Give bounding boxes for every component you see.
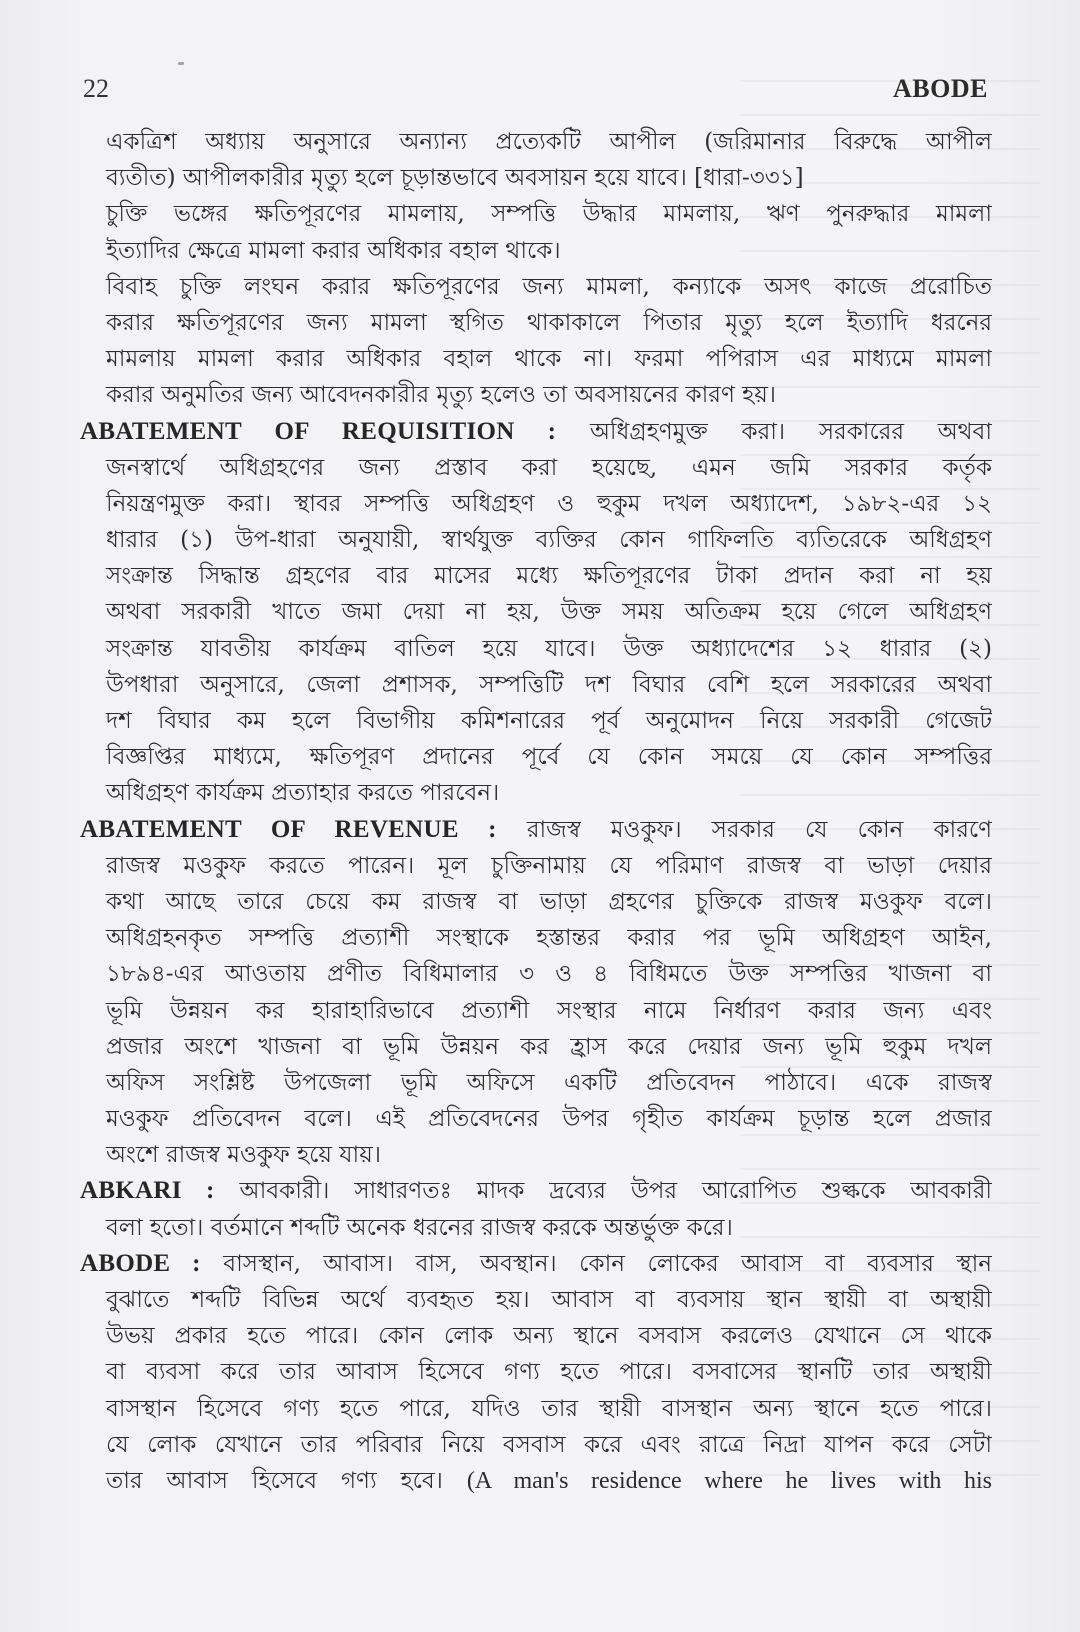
paper-speck [178,62,184,65]
entry-first-line [80,812,992,848]
text-line: সংক্রান্ত সিদ্ধান্ত গ্রহণের বার মাসের মধ্যে ক্ষতিপূরণের টাকা প্রদান করা না হয় [106,563,992,590]
text-line: অংশে রাজস্ব মওকুফ হয়ে যায়। [106,1142,381,1169]
text-line: ভূমি উন্নয়ন কর হারাহারিভাবে প্রত্যাশী সংস্থার নামে নির্ধারণ করার জন্য এবং [106,997,992,1024]
entry-abode [80,1246,992,1499]
text-line: করার ক্ষতিপূরণের জন্য মামলা স্থগিত থাকাকালে পিতার মৃত্যু হলে ইত্যাদি ধরনের [106,309,992,336]
english-gloss: (A man's residence where he lives with his [466,1467,992,1494]
entry-first-line [80,1246,992,1282]
entry-term: ABATEMENT OF REQUISITION : [80,417,557,445]
text-line: বুঝাতে শব্দটি বিভিন্ন অর্থে ব্যবহৃত হয়। আবাস বা ব্যবসায় স্থান স্থায়ী বা অস্থায়ী [106,1287,992,1313]
text-line: বাসস্থান হিসেবে গণ্য হতে পারে, যদিও তার স্থায়ী বাসস্থান অন্য স্থানে হতে পারে। [106,1395,992,1422]
text-line: রাজস্ব মওকুফ করতে পারেন। মূল চুক্তিনামায় যে পরিমাণ রাজস্ব বা ভাড়া দেয়ার [106,852,992,879]
text-line: জনস্বার্থে অধিগ্রহণের জন্য প্রস্তাব করা হয়েছে, এমন জমি সরকার কর্তৃক [106,454,992,481]
page-header [83,74,988,110]
entry-definition: বাসস্থান, আবাস। বাস, অবস্থান। কোন লোকের আবাস বা ব্যবসার স্থান [223,1250,992,1277]
text-line: মওকুফ প্রতিবেদন বলে। এই প্রতিবেদনের উপর গৃহীত কার্যক্রম চূড়ান্ত হলে প্রজার [106,1106,992,1133]
text-line: কথা আছে তারে চেয়ে কম রাজস্ব বা ভাড়া গ্রহণের চুক্তিকে রাজস্ব মওকুফ বলে। [106,888,992,915]
entry-first-line [80,1173,992,1209]
bengali-text: তার আবাস হিসেবে গণ্য হবে। [106,1467,443,1494]
text-line: নিয়ন্ত্রণমুক্ত করা। স্থাবর সম্পত্তি অধিগ্রহণ ও হুকুম দখল অধ্যাদেশ, ১৯৮২-এর ১২ [106,490,992,517]
text-line: বলা হতো। বর্তমানে শব্দটি অনেক ধরনের রাজস্ব করকে অন্তর্ভুক্ত করে। [106,1214,733,1241]
entry-first-line [80,414,992,450]
text-line: একত্রিশ অধ্যায় অনুসারে অন্যান্য প্রত্যেকটি আপীল (জরিমানার বিরুদ্ধে আপীল [106,129,992,155]
text-line: উভয় প্রকার হতে পারে। কোন লোক অন্য স্থানে বসবাস করলেও যেখানে সে থাকে [106,1323,992,1350]
text-line: যে লোক যেখানে তার পরিবার নিয়ে বসবাস করে এবং রাত্রে নিদ্রা যাপন করে সেটা [106,1431,992,1458]
page-number: 22 [83,74,109,103]
text-line: চুক্তি ভঙ্গের ক্ষতিপূরণের মামলায়, সম্পত্তি উদ্ধার মামলায়, ঋণ পুনরুদ্ধার মামলা [106,201,992,228]
text-line: মামলায় মামলা করার অধিকার বহাল থাকে না। ফরমা পপিরাস এর মাধ্যমে মামলা [106,346,992,373]
entry-definition: অধিগ্রহণমুক্ত করা। সরকারের অথবা [590,418,992,445]
entry-term: ABKARI : [80,1177,215,1205]
text-line: ১৮৯৪-এর আওতায় প্রণীত বিধিমালার ৩ ও ৪ বিধিমতে উক্ত সম্পত্তির খাজনা বা [106,961,992,988]
running-head: ABODE [893,74,988,103]
text-line: করার অনুমতির জন্য আবেদনকারীর মৃত্যু হলেও তা অবসায়নের কারণ হয়। [106,382,777,409]
text-line: বিজ্ঞপ্তির মাধ্যমে, ক্ষতিপূরণ প্রদানের পূর্বে যে কোন সময়ে যে কোন সম্পত্তির [106,744,992,771]
continued-entry [80,124,992,414]
text-line: ইত্যাদির ক্ষেত্রে মামলা করার অধিকার বহাল থাকে। [106,237,561,264]
entry-abkari [80,1173,992,1245]
text-line: প্রজার অংশে খাজনা বা ভূমি উন্নয়ন কর হ্রাস করে দেয়ার জন্য ভূমি হুকুম দখল [106,1033,992,1060]
entry-definition: রাজস্ব মওকুফ। সরকার যে কোন কারণে [526,816,992,843]
text-line: উপধারা অনুসারে, জেলা প্রশাসক, সম্পত্তিটি দশ বিঘার বেশি হলে সরকারের অথবা [106,671,992,698]
entry-definition: আবকারী। সাধারণতঃ মাদক দ্রব্যের উপর আরোপিত শুল্ককে আবকারী [239,1178,992,1205]
text-line: সংক্রান্ত যাবতীয় কার্যক্রম বাতিল হয়ে যাবে। উক্ত অধ্যাদেশের ১২ ধারার (২) [106,635,992,662]
text-line: অফিস সংশ্লিষ্ট উপজেলা ভূমি অফিসে একটি প্রতিবেদন পাঠাবে। একে রাজস্ব [106,1069,992,1096]
entry-term: ABODE : [80,1249,201,1277]
entry-term: ABATEMENT OF REVENUE : [80,815,497,843]
entry-abatement-of-revenue [80,812,992,1174]
text-line: অথবা সরকারী খাতে জমা দেয়া না হয়, উক্ত সময় অতিক্রম হয়ে গেলে অধিগ্রহণ [106,599,992,626]
text-line: বা ব্যবসা করে তার আবাস হিসেবে গণ্য হতে পারে। বসবাসের স্থানটি তার অস্থায়ী [106,1359,992,1386]
text-line [80,1463,992,1499]
text-line: বিবাহ চুক্তি লংঘন করার ক্ষতিপূরণের জন্য মামলা, কন্যাকে অসৎ কাজে প্ররোচিত [106,273,992,300]
page-body [80,124,992,1499]
text-line: অধিগ্রহনকৃত সম্পত্তি প্রত্যাশী সংস্থাকে হস্তান্তর করার পর ভূমি অধিগ্রহণ আইন, [106,925,992,952]
text-line: অধিগ্রহণ কার্যক্রম প্রত্যাহার করতে পারবেন। [106,780,500,807]
text-line: ধারার (১) উপ-ধারা অনুযায়ী, স্বার্থযুক্ত ব্যক্তির কোন গাফিলতি ব্যতিরেকে অধিগ্রহণ [106,527,992,554]
text-line: ব্যতীত) আপীলকারীর মৃত্যু হলে চূড়ান্তভাবে অবসায়ন হয়ে যাবে। [ধারা-৩৩১] [106,165,804,192]
text-line: দশ বিঘার কম হলে বিভাগীয় কমিশনারের পূর্ব অনুমোদন নিয়ে সরকারী গেজেট [106,708,992,734]
entry-abatement-of-requisition [80,414,992,812]
